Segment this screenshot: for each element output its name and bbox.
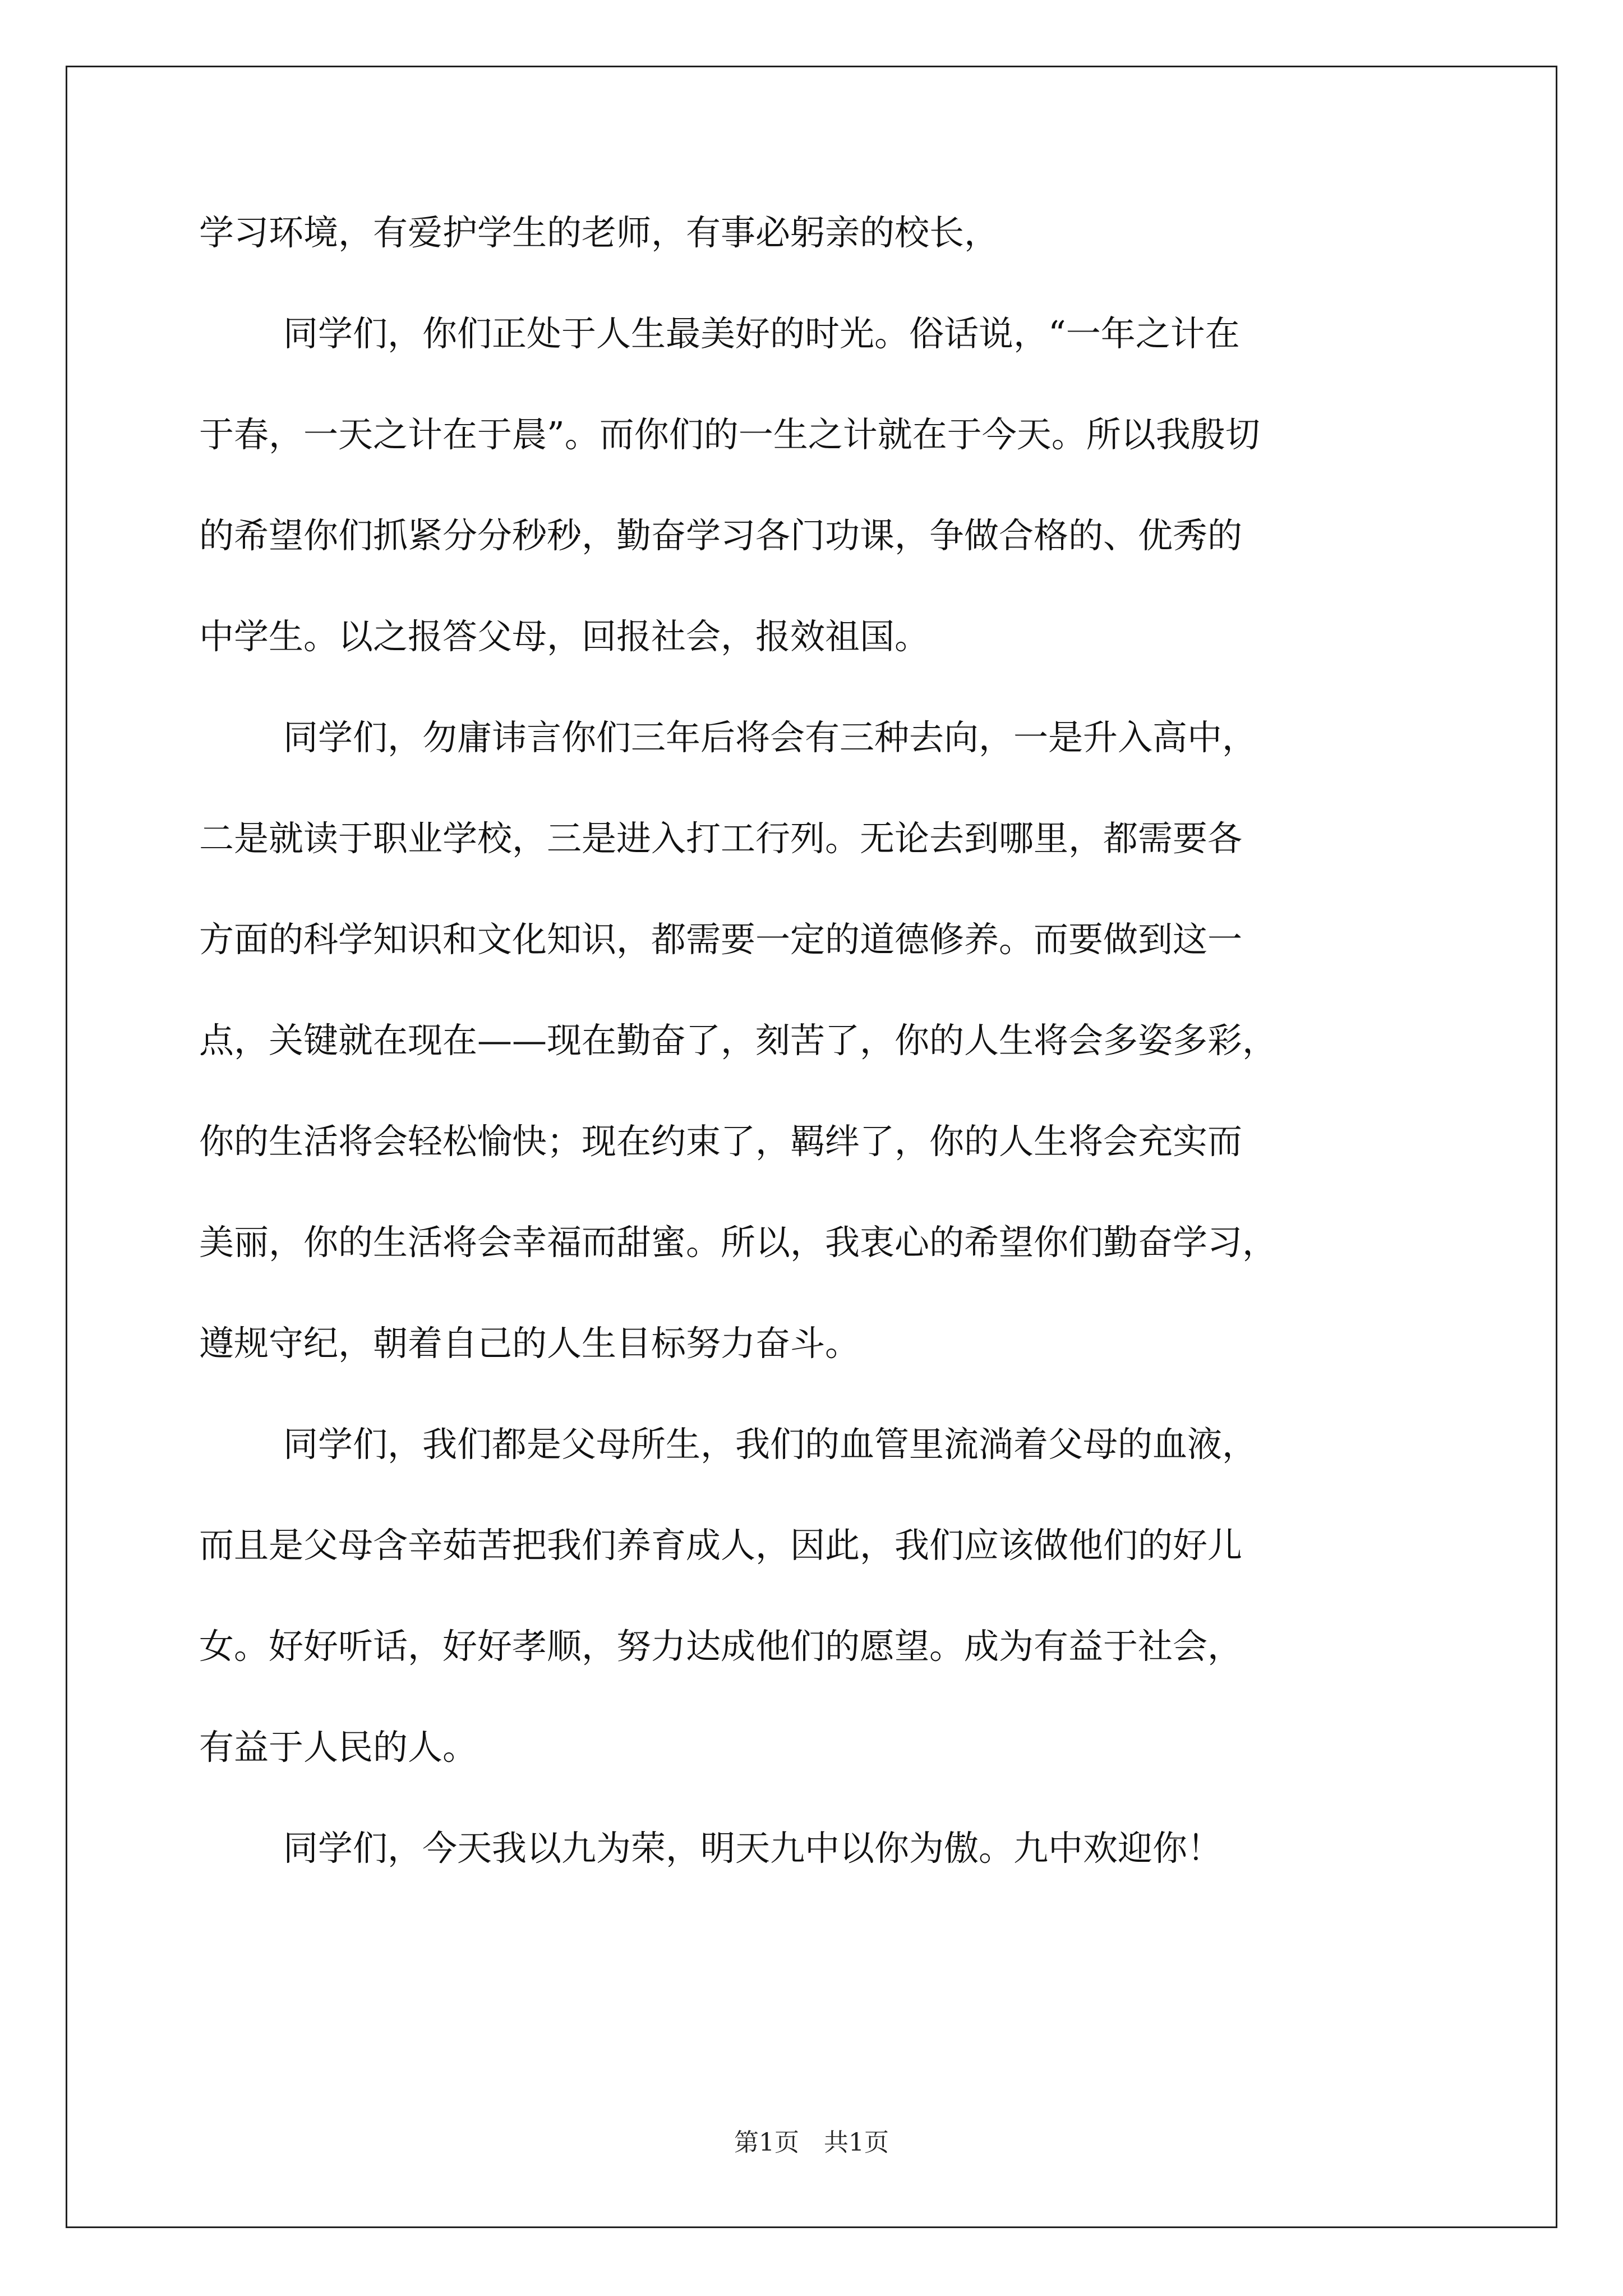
text-line: 方面的科学知识和文化知识，都需要一定的道德修养。而要做到这一 [199, 919, 1243, 960]
page-footer: 第1页 共1页 [734, 2128, 889, 2157]
text-line: 二是就读于职业学校，三是进入打工行列。无论去到哪里，都需要各 [199, 818, 1243, 859]
text-line: 于春，一天之计在于晨”。而你们的一生之计就在于今天。所以我殷切 [199, 414, 1260, 455]
text-line: 而且是父母含辛茹苦把我们养育成人，因此，我们应该做他们的好儿 [199, 1525, 1243, 1566]
text-line: 同学们，我们都是父母所生，我们的血管里流淌着父母的血液， [283, 1424, 1257, 1465]
text-line: 同学们，今天我以九为荣，明天九中以你为傲。九中欢迎你！ [283, 1828, 1223, 1869]
text-line: 遵规守纪，朝着自己的人生目标努力奋斗。 [199, 1323, 860, 1364]
text-line: 美丽，你的生活将会幸福而甜蜜。所以，我衷心的希望你们勤奋学习， [199, 1222, 1278, 1263]
text-line: 同学们，勿庸讳言你们三年后将会有三种去向，一是升入高中， [283, 717, 1257, 758]
text-line: 的希望你们抓紧分分秒秒，勤奋学习各门功课，争做合格的、优秀的 [199, 515, 1243, 556]
text-line: 同学们，你们正处于人生最美好的时光。俗话说，“一年之计在 [283, 313, 1240, 354]
text-line: 有益于人民的人。 [199, 1727, 478, 1768]
text-line: 中学生。以之报答父母，回报社会，报效祖国。 [199, 616, 930, 657]
text-line: 你的生活将会轻松愉快；现在约束了，羁绊了，你的人生将会充实而 [199, 1121, 1243, 1162]
text-line: 学习环境，有爱护学生的老师，有事必躬亲的校长， [199, 212, 999, 253]
text-line: 女。好好听话，好好孝顺，努力达成他们的愿望。成为有益于社会， [199, 1626, 1243, 1667]
text-line: 点，关键就在现在——现在勤奋了，刻苦了，你的人生将会多姿多彩， [199, 1020, 1278, 1061]
